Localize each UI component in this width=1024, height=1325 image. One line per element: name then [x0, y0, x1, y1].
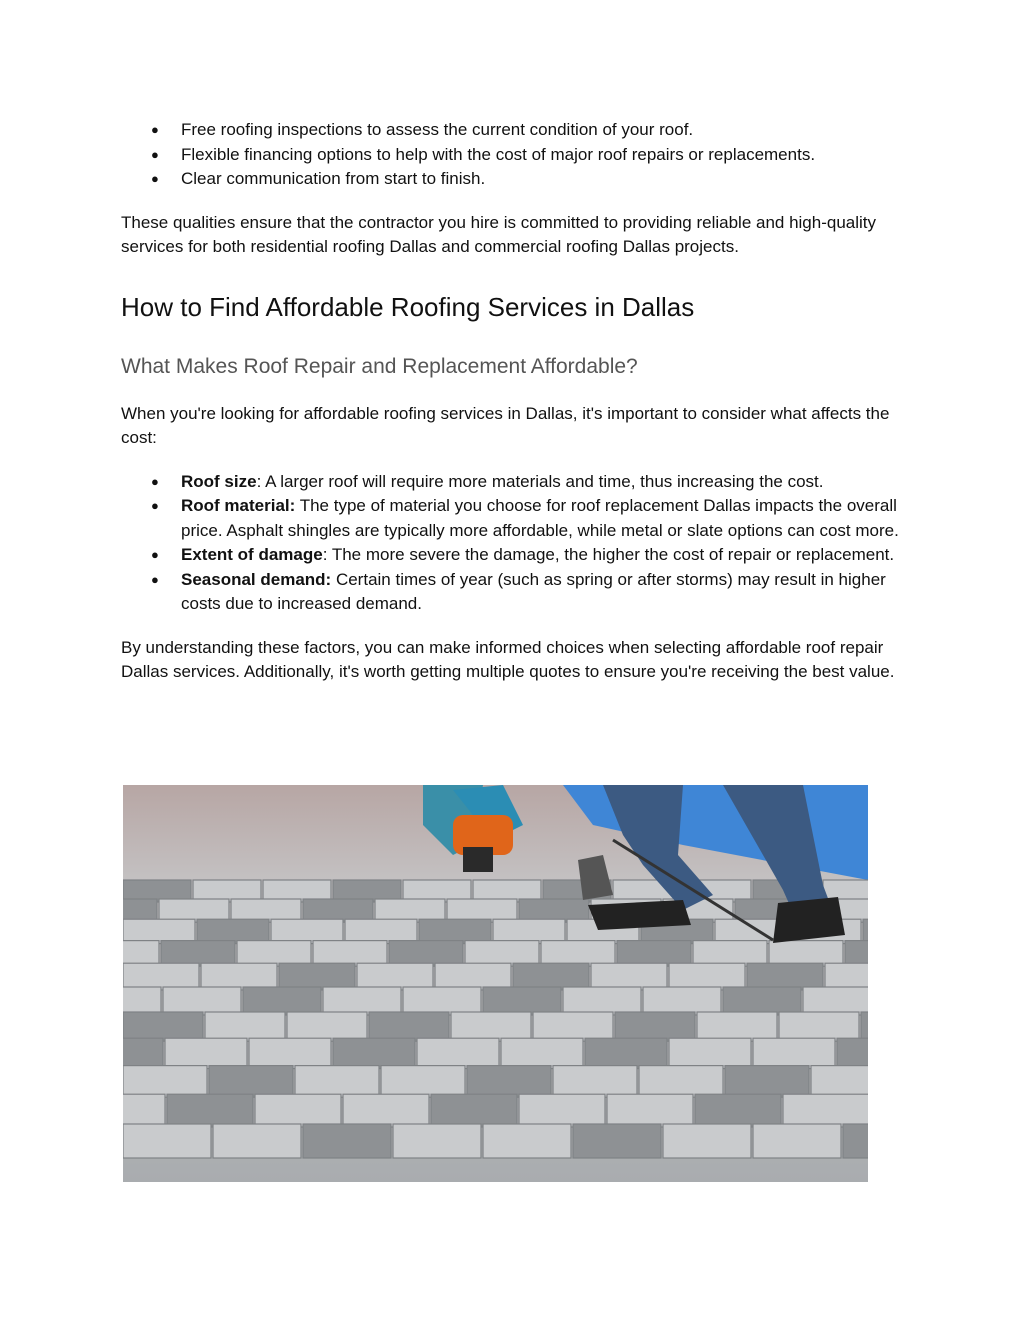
shingle	[811, 1066, 868, 1098]
list-item: ● Flexible financing options to help with the cost of major roof repairs or replacements.	[121, 143, 911, 168]
document-page	[121, 118, 911, 685]
shingle	[617, 941, 691, 967]
shingle	[243, 987, 321, 1015]
shingle	[643, 987, 721, 1015]
shingle	[123, 1012, 203, 1041]
shingle	[783, 1094, 868, 1127]
shingle	[249, 1038, 331, 1068]
shingle	[345, 919, 417, 943]
list-item: ● Extent of damage: The more severe the damage, the higher the cost of repair or replacement.	[121, 543, 911, 568]
shingle	[419, 919, 491, 943]
shingle	[519, 1094, 605, 1127]
shingle	[213, 1124, 301, 1158]
shingle	[483, 987, 561, 1015]
list-item	[121, 494, 911, 543]
shingle	[465, 941, 539, 967]
factor-description: A larger roof will require more materials and time, thus increasing the cost.	[265, 471, 824, 491]
shingle	[843, 1124, 868, 1158]
shingle	[255, 1094, 341, 1127]
shingle	[747, 963, 823, 990]
shingle	[123, 963, 199, 990]
shingle	[381, 1066, 465, 1098]
shingle	[295, 1066, 379, 1098]
shingle	[501, 1038, 583, 1068]
bullet-icon: ●	[151, 171, 159, 186]
list-item: ● Clear communication from start to finish.	[121, 167, 911, 192]
conclusion-paragraph: By understanding these factors, you can make informed choices when selecting affordable roof repair Dallas services. Additionally, it's worth getting multiple quotes to ensure you're receiving the best value.	[121, 637, 895, 681]
shingle	[451, 1012, 531, 1041]
bullet-icon: ●	[151, 547, 159, 562]
shingle	[663, 1124, 751, 1158]
shingle	[483, 1124, 571, 1158]
qualities-paragraph: These qualities ensure that the contractor you hire is committed to providing reliable and high-quality services for both residential roofing Dallas and commercial roofing Dallas projects.	[121, 212, 877, 256]
bullet-icon: ●	[151, 122, 159, 137]
bullet-icon: ●	[151, 498, 159, 513]
shingle	[467, 1066, 551, 1098]
shingle	[585, 1038, 667, 1068]
shingle	[607, 1094, 693, 1127]
shingle	[165, 1038, 247, 1068]
bullet-icon: ●	[151, 146, 159, 162]
shingle	[123, 1094, 165, 1127]
benefits-list	[121, 118, 911, 192]
bullet-icon: ●	[151, 473, 159, 489]
shingle	[393, 1124, 481, 1158]
shingle	[161, 941, 235, 967]
shingle	[123, 919, 195, 943]
shingle	[209, 1066, 293, 1098]
shingle	[697, 1012, 777, 1041]
shingle	[123, 1038, 163, 1068]
shingle	[123, 1066, 207, 1098]
shingle	[753, 1124, 841, 1158]
shingle	[553, 1066, 637, 1098]
shingle	[435, 963, 511, 990]
shingle	[845, 941, 868, 967]
shingle	[573, 1124, 661, 1158]
shingle	[803, 987, 868, 1015]
shingle	[237, 941, 311, 967]
shingle	[303, 1124, 391, 1158]
factor-term: Seasonal demand:	[181, 569, 332, 589]
shingle	[493, 919, 565, 943]
main-heading: How to Find Affordable Roofing Services in Dallas	[121, 291, 695, 322]
list-item: ● Roof size: A larger roof will require more materials and time, thus increasing the cost.	[121, 470, 911, 495]
shingle	[863, 919, 868, 943]
shingle	[323, 987, 401, 1015]
shingle	[533, 1012, 613, 1041]
shingle	[197, 919, 269, 943]
shingle	[123, 987, 161, 1015]
shingle	[695, 1094, 781, 1127]
shingle	[205, 1012, 285, 1041]
shingle	[669, 1038, 751, 1068]
shingle	[313, 941, 387, 967]
bullet-icon: ●	[151, 571, 159, 587]
factor-description: The type of material you choose for roof replacement Dallas impacts the overall price. Asphalt shingles are typically more affordable, while metal or slate options can cost more.	[181, 496, 899, 540]
roofers-on-shingle-roof-photo	[123, 785, 868, 1182]
factor-term: Extent of damage	[181, 545, 323, 564]
shingle	[723, 987, 801, 1015]
shingle	[167, 1094, 253, 1127]
shingle	[861, 1012, 868, 1041]
shingle-rows	[123, 880, 868, 1158]
shingle	[357, 963, 433, 990]
shingle	[541, 941, 615, 967]
shingle	[201, 963, 277, 990]
shingle	[639, 1066, 723, 1098]
factor-description: The more severe the damage, the higher the cost of repair or replacement.	[331, 545, 895, 564]
shingle	[287, 1012, 367, 1041]
shingle	[825, 963, 868, 990]
intro-paragraph: When you're looking for affordable roofing services in Dallas, it's important to consider what affects the cost:	[121, 403, 890, 447]
shingle	[333, 1038, 415, 1068]
factor-term: Roof size	[181, 471, 257, 491]
shingle	[369, 1012, 449, 1041]
shingle	[753, 1038, 835, 1068]
factor-term: Roof material:	[181, 496, 296, 515]
shingle	[343, 1094, 429, 1127]
shingle	[123, 941, 159, 967]
shingle	[279, 963, 355, 990]
shingle	[163, 987, 241, 1015]
sub-heading: What Makes Roof Repair and Replacement Affordable?	[121, 354, 638, 378]
shingle	[615, 1012, 695, 1041]
cost-factors-list	[121, 470, 911, 617]
list-item: ● Free roofing inspections to assess the current condition of your roof.	[121, 118, 911, 143]
shingle	[271, 919, 343, 943]
shingle	[591, 963, 667, 990]
shingle	[431, 1094, 517, 1127]
shingle	[417, 1038, 499, 1068]
factor-description: Certain times of year (such as spring or after storms) may result in higher costs due to increased demand.	[181, 569, 886, 613]
shingle	[769, 941, 843, 967]
shingle	[779, 1012, 859, 1041]
shingle	[563, 987, 641, 1015]
list-item	[121, 568, 911, 617]
shingle	[389, 941, 463, 967]
shingle	[693, 941, 767, 967]
shingle	[837, 1038, 868, 1068]
shingle	[403, 987, 481, 1015]
shingle	[123, 1124, 211, 1158]
shingle	[725, 1066, 809, 1098]
shingle	[513, 963, 589, 990]
shingle	[669, 963, 745, 990]
